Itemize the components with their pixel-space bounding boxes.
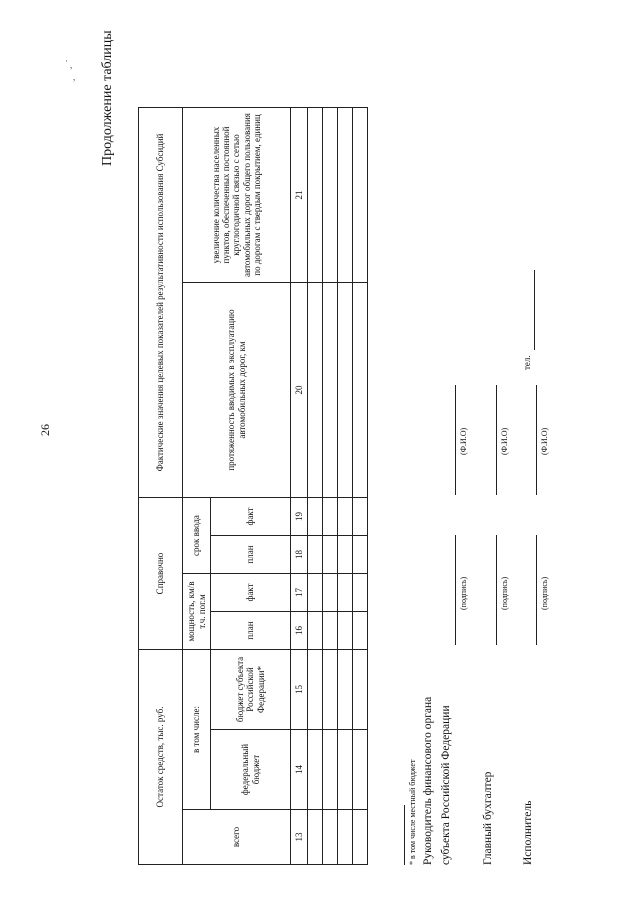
accountant-title: Главный бухгалтер (482, 771, 494, 865)
executor-name-line (536, 385, 537, 495)
head-title-line-2: субъекта Российской Федерации (440, 705, 452, 865)
head-signature-caption: (подпись) (459, 576, 468, 610)
executor-title: Исполнитель (522, 800, 534, 865)
empty-row (323, 108, 338, 865)
report-table (138, 107, 368, 865)
column-number: 17 (291, 574, 308, 612)
continuation-label: Продолжение таблицы (100, 30, 115, 166)
column-number-row (291, 108, 308, 865)
page-number: 26 (38, 424, 52, 436)
column-number: 14 (291, 730, 308, 810)
phone-line (534, 270, 535, 350)
head-signature-line (455, 535, 456, 645)
accountant-name-line (496, 385, 497, 495)
col-fact: факт (211, 574, 291, 612)
column-number: 13 (291, 810, 308, 865)
col-including: в том числе: (183, 650, 211, 810)
col-plan: план (211, 536, 291, 574)
column-number: 21 (291, 108, 308, 283)
column-number: 15 (291, 650, 308, 730)
phone-label: тел. (522, 355, 532, 370)
executor-signature-line (536, 535, 537, 645)
column-number: 18 (291, 536, 308, 574)
head-title-line-1: Руководитель финансового органа (422, 696, 434, 865)
col-settlements: увеличение количества населенных пунктов, обеспеченных постоянной круглогодичной связью с сетью автомобильных дорог общего пользования по дорогам с твердым покрытием, единиц (183, 108, 291, 283)
column-number: 16 (291, 612, 308, 650)
accountant-signature-line (496, 535, 497, 645)
stray-mark: , (70, 60, 73, 70)
col-capacity: мощность, км/в т.ч. пог.м (183, 574, 211, 650)
footnote: * в том числе местный бюджет (408, 759, 417, 865)
executor-signature-caption: (подпись) (540, 576, 549, 610)
accountant-name-caption: (Ф.И.О) (500, 427, 509, 455)
col-subject: бюджет субъекта Российской Федерации* (211, 650, 291, 730)
head-name-line (455, 385, 456, 495)
header-reference: Справочно (139, 498, 183, 650)
col-term: срок ввода (183, 498, 211, 574)
footnote-rule (404, 805, 405, 865)
empty-row (353, 108, 368, 865)
col-federal: федеральный бюджет (211, 730, 291, 810)
empty-row (308, 108, 323, 865)
column-number: 19 (291, 498, 308, 536)
col-total: всего (183, 810, 291, 865)
col-length: протяженность вводимых в эксплуатацию автомобильных дорог, км (183, 283, 291, 498)
col-fact: факт (211, 498, 291, 536)
stray-mark: · (65, 56, 68, 66)
col-plan: план (211, 612, 291, 650)
header-balance: Остаток средств, тыс. руб. (139, 650, 183, 865)
rotated-sheet (130, 30, 630, 890)
stray-mark: , (73, 72, 76, 82)
head-name-caption: (Ф.И.О) (459, 427, 468, 455)
column-number: 20 (291, 283, 308, 498)
executor-name-caption: (Ф.И.О) (540, 427, 549, 455)
empty-row (338, 108, 353, 865)
header-indicators: Фактические значения целевых показателей результативности использования Субсидий (139, 108, 183, 498)
accountant-signature-caption: (подпись) (500, 576, 509, 610)
